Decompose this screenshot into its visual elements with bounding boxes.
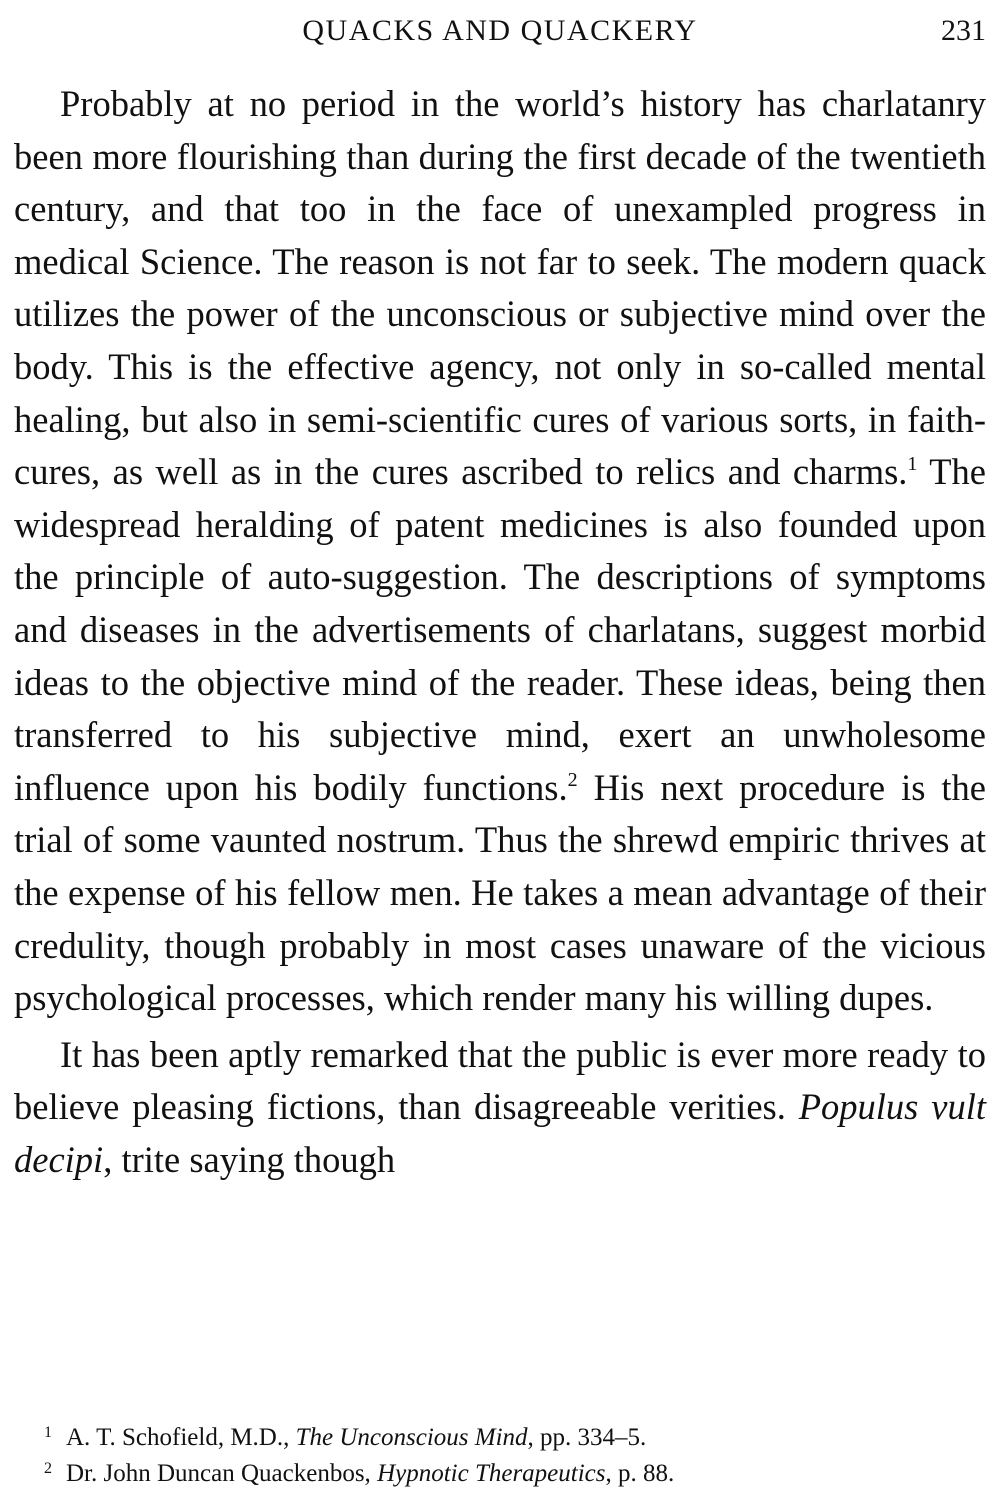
footnote-1-pages: , pp. 334–5. — [527, 1424, 647, 1451]
footnote-1-author: A. T. Schofield, M.D., — [66, 1424, 296, 1451]
footnote-2-title: Hypnotic Therapeutics — [377, 1460, 606, 1487]
footnote-2 — [14, 1456, 986, 1492]
footnote-ref-1: 1 — [907, 453, 918, 476]
latin-phrase: Populus vult decipi — [14, 1086, 987, 1180]
footnote-1 — [14, 1420, 986, 1456]
paragraph-1-text-b: The widespread heralding of patent medicines is also founded upon the principle of auto-suggestion. The descriptions of symptoms and diseases in the advertisements of charlatans, suggest morbid ideas to the objective mind of the reader. These ideas, being then transferred to his subjective mind, exert an unwholesome influence upon his bodily functions. — [14, 451, 987, 808]
paragraph-1 — [14, 78, 986, 1025]
footnote-2-pages: , p. 88. — [605, 1460, 675, 1487]
footnotes — [14, 1420, 986, 1492]
running-title: QUACKS AND QUACKERY — [302, 14, 698, 47]
footnote-1-title: The Unconscious Mind — [295, 1424, 528, 1451]
paragraph-1-text-a: Probably at no period in the world’s history has charlatanry been more flourishing than during the first decade of the twentieth century, and that too in the face of unexampled progress in medical Science. The reason is not far to seek. The modern quack utilizes the power of the unconscious or subjective mind over the body. This is the effective agency, not only in so-called mental healing, but also in semi-scientific cures of various sorts, in faith-cures, as well as in the cures ascribed to relics and charms. — [14, 83, 986, 493]
paragraph-2 — [14, 1029, 986, 1187]
paragraph-2-text-a: It has been aptly remarked that the public is ever more ready to believe pleasing fictions, than disagreeable verities. — [14, 1033, 986, 1128]
footnote-2-mark: 2 — [44, 1460, 52, 1477]
footnote-ref-2: 2 — [567, 768, 578, 791]
page-number: 231 — [941, 14, 986, 47]
paragraph-2-text-b: , trite saying though — [103, 1138, 396, 1180]
running-head — [14, 14, 986, 58]
paragraph-1-text-c: His next procedure is the trial of some vaunted nostrum. Thus the shrewd empiric thrives at the expense of his fellow men. He takes a mean advantage of their credulity, though probably in most cases unaware of the vicious psychological processes, which render many his willing dupes. — [14, 766, 986, 1019]
body-text — [14, 78, 986, 1186]
footnote-2-author: Dr. John Duncan Quackenbos, — [66, 1460, 378, 1487]
footnote-1-mark: 1 — [44, 1424, 52, 1441]
